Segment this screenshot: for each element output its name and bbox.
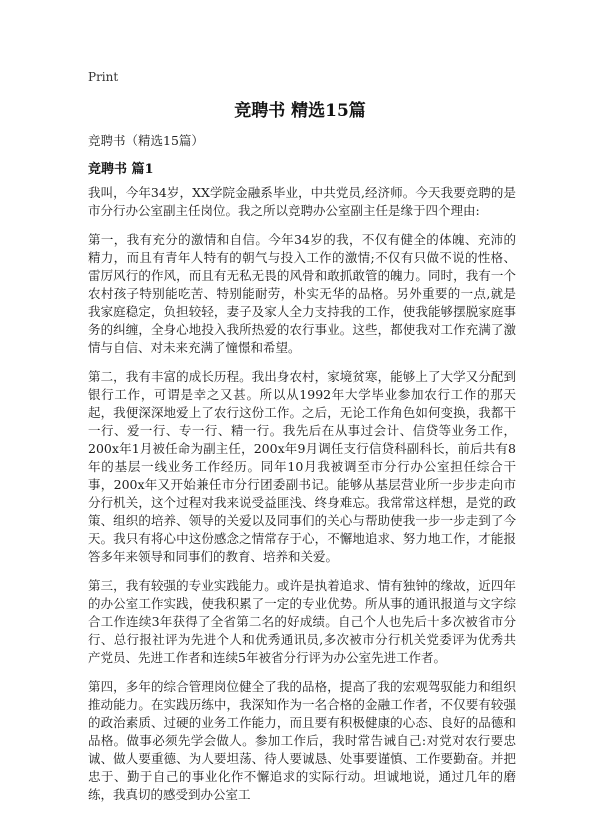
paragraph-intro: 我叫，今年34岁，XX学院金融系毕业，中共党员,经济师。今天我要竞聘的是市分行办公室副主任岗位。我之所以竞聘办公室副主任是缘于四个理由: [88, 185, 516, 218]
section-heading: 竞聘书 篇1 [88, 162, 154, 177]
paragraph-reason-3: 第三，我有较强的专业实践能力。或许是执着追求、情有独钟的缘故，近四年的办公室工作实践，使我积累了一定的专业优势。所从事的通讯报道与文字综合工作连续3年获得了全省第二名的好成绩。自己个人也先后十多次被省市分行、总行报社评为先进个人和优秀通讯员,多次被市分行机关党委评为优秀共产党员、先进工作者和连续5年被省分行评为办公室先进工作者。 [88, 578, 516, 665]
page-title: 竞聘书 精选15篇 [234, 101, 366, 121]
document-subtitle: 竞聘书（精选15篇） [88, 133, 204, 148]
paragraph-reason-2: 第二，我有丰富的成长历程。我出身农村，家境贫寒，能够上了大学又分配到银行工作，可谓是幸之又甚。所以从1992年大学毕业参加农行工作的那天起，我便深深地爱上了农行这份工作。之后，无论工作角色如何变换，我都干一行、爱一行、专一行、精一行。我先后在从事过会计、信贷等业务工作，200x年1月被任命为副主任，200x年9月调任支行信贷科副科长，前后共有8年的基层一线业务工作经历。同年10月我被调至市分行办公室担任综合干事，200x年又开始兼任市分行团委副书记。能够从基层营业所一步步走向市分行机关，这个过程对我来说受益匪浅、终身难忘。我常常这样想，是党的政策、组织的培养、领导的关爱以及同事们的关心与帮助使我一步一步走到了今天。我只有将心中这份感念之情常存于心，不懈地追求、努力地工作，才能报答多年来领导和同事们的教育、培养和关爱。 [88, 369, 516, 564]
paragraph-reason-1: 第一，我有充分的激情和自信。今年34岁的我，不仅有健全的体魄、充沛的精力，而且有青年人特有的朝气与投入工作的激情;不仅有只做不说的性格、雷厉风行的作风，而且有无私无畏的风骨和敢抓敢管的魄力。同时，我有一个农村孩子特别能吃苦、特别能耐劳，朴实无华的品格。另外重要的一点,就是我家庭稳定，负担较轻，妻子及家人全力支持我的工作，使我能够摆脱家庭事务的纠缠，全身心地投入我所热爱的农行事业。这些，都使我对工作充满了激情与自信、对未来充满了憧憬和希望。 [88, 232, 516, 355]
paragraph-reason-4: 第四，多年的综合管理岗位健全了我的品格，提高了我的宏观驾驭能力和组织推动能力。在实践历练中，我深知作为一名合格的金融工作者，不仅要有较强的政治素质、过硬的业务工作能力，而且要有积极健康的心态、良好的品德和品格。做事必须先学会做人。参加工作后，我时常告诫自己:对党对农行要忠诚、做人要重德、为人要坦荡、待人要诚恳、处事要谨慎、工作要勤奋。并把忠于、勤于自己的事业化作不懈追求的实际行动。坦诚地说，通过几年的磨练，我真切的感受到办公室工 [88, 679, 516, 802]
document-body [88, 184, 516, 815]
print-label[interactable]: Print [88, 70, 119, 84]
